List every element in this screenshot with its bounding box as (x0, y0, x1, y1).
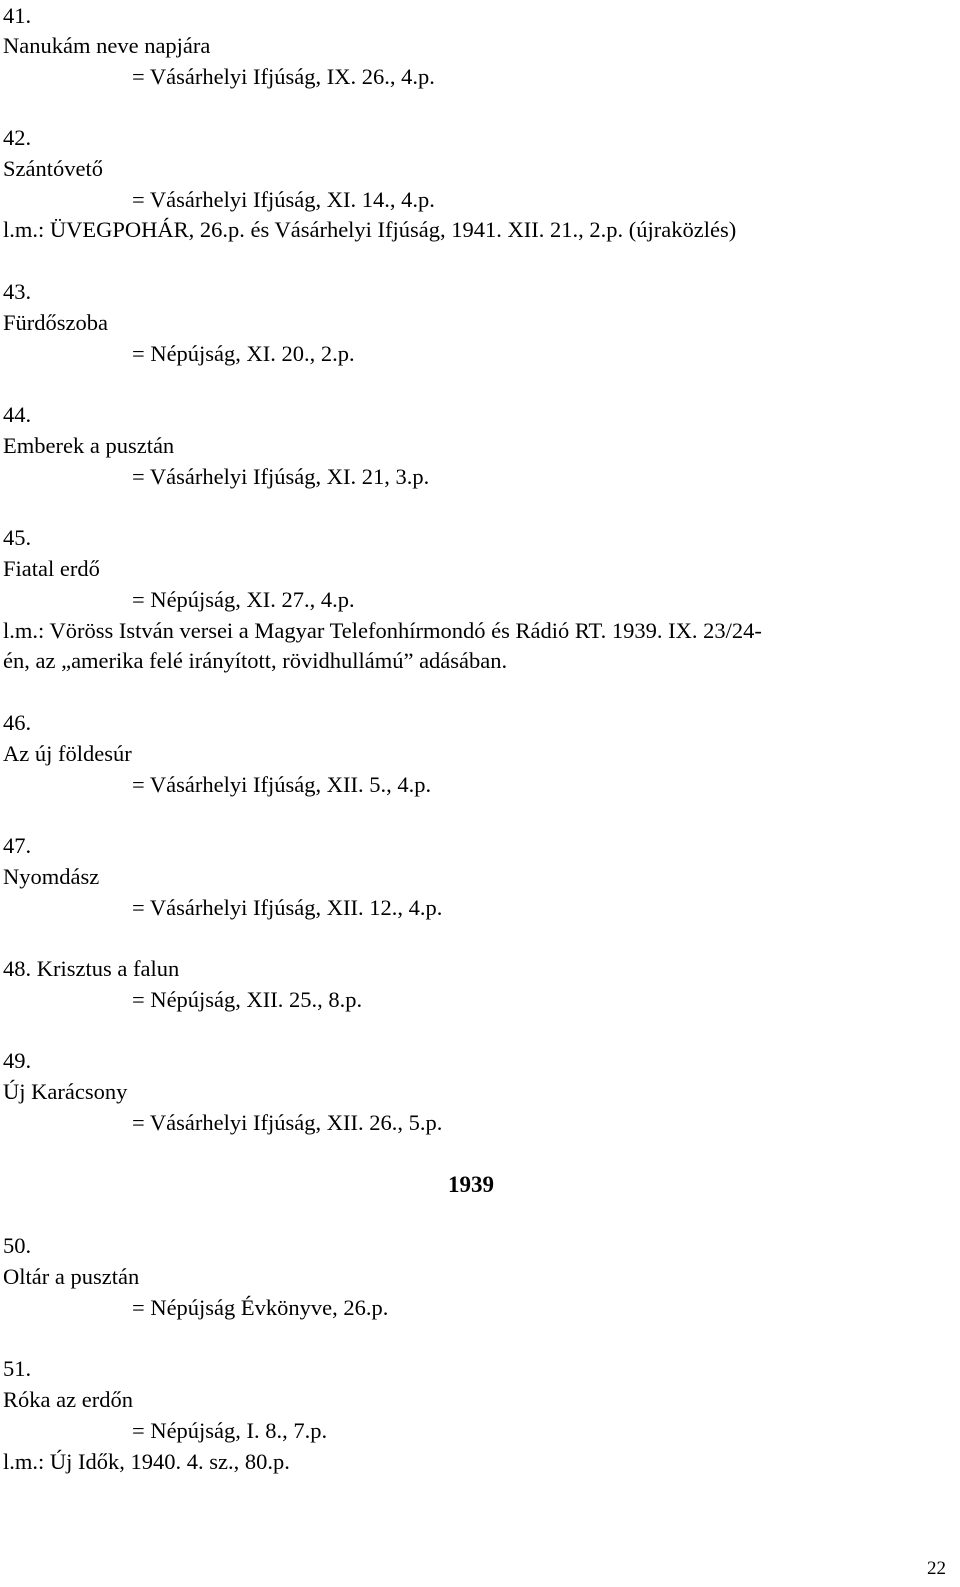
entry-title: Róka az erdőn (3, 1387, 133, 1412)
entry-source: = Népújság Évkönyve, 26.p. (132, 1295, 389, 1320)
entry-number-title: 48. Krisztus a falun (3, 956, 180, 981)
entry-source: = Népújság, XI. 27., 4.p. (132, 587, 355, 612)
entry-number: 50. (3, 1233, 32, 1258)
entry-number: 44. (3, 402, 32, 427)
entry-title: Új Karácsony (3, 1079, 128, 1104)
entry-title: Emberek a pusztán (3, 433, 175, 458)
entry-number: 49. (3, 1048, 32, 1073)
entry-title: Fiatal erdő (3, 556, 100, 581)
entry-source: = Népújság, XI. 20., 2.p. (132, 341, 355, 366)
entry-number: 42. (3, 125, 32, 150)
entry-note: l.m.: Vöröss István versei a Magyar Telefonhírmondó és Rádió RT. 1939. IX. 23/24- (3, 618, 762, 643)
entry-number: 45. (3, 525, 32, 550)
entry-number: 51. (3, 1356, 32, 1381)
entry-source: = Vásárhelyi Ifjúság, XII. 12., 4.p. (132, 895, 443, 920)
entry-number: 41. (3, 3, 32, 28)
entry-title: Fürdőszoba (3, 310, 108, 335)
entry-source: = Vásárhelyi Ifjúság, XI. 21, 3.p. (132, 464, 430, 489)
entry-source: = Vásárhelyi Ifjúság, XI. 14., 4.p. (132, 187, 435, 212)
entry-source: = Népújság, XII. 25., 8.p. (132, 987, 363, 1012)
entry-source: = Vásárhelyi Ifjúság, IX. 26., 4.p. (132, 64, 435, 89)
entry-title: Oltár a pusztán (3, 1264, 140, 1289)
entry-source: = Vásárhelyi Ifjúság, XII. 5., 4.p. (132, 772, 432, 797)
entry-source: = Népújság, I. 8., 7.p. (132, 1418, 328, 1443)
entry-title: Az új földesúr (3, 741, 132, 766)
entry-title: Nyomdász (3, 864, 100, 889)
entry-number: 43. (3, 279, 32, 304)
entry-title: Nanukám neve napjára (3, 33, 211, 58)
entry-note-continued: én, az „amerika felé irányított, rövidhullámú” adásában. (3, 648, 508, 673)
page-number: 22 (927, 1558, 946, 1579)
entry-source: = Vásárhelyi Ifjúság, XII. 26., 5.p. (132, 1110, 443, 1135)
entry-title: Szántóvető (3, 156, 103, 181)
entry-note: l.m.: ÜVEGPOHÁR, 26.p. és Vásárhelyi Ifjúság, 1941. XII. 21., 2.p. (újraközlés) (3, 217, 737, 242)
entry-number: 46. (3, 710, 32, 735)
entry-note: l.m.: Új Idők, 1940. 4. sz., 80.p. (3, 1449, 290, 1474)
entry-number: 47. (3, 833, 32, 858)
year-heading: 1939 (448, 1172, 494, 1197)
